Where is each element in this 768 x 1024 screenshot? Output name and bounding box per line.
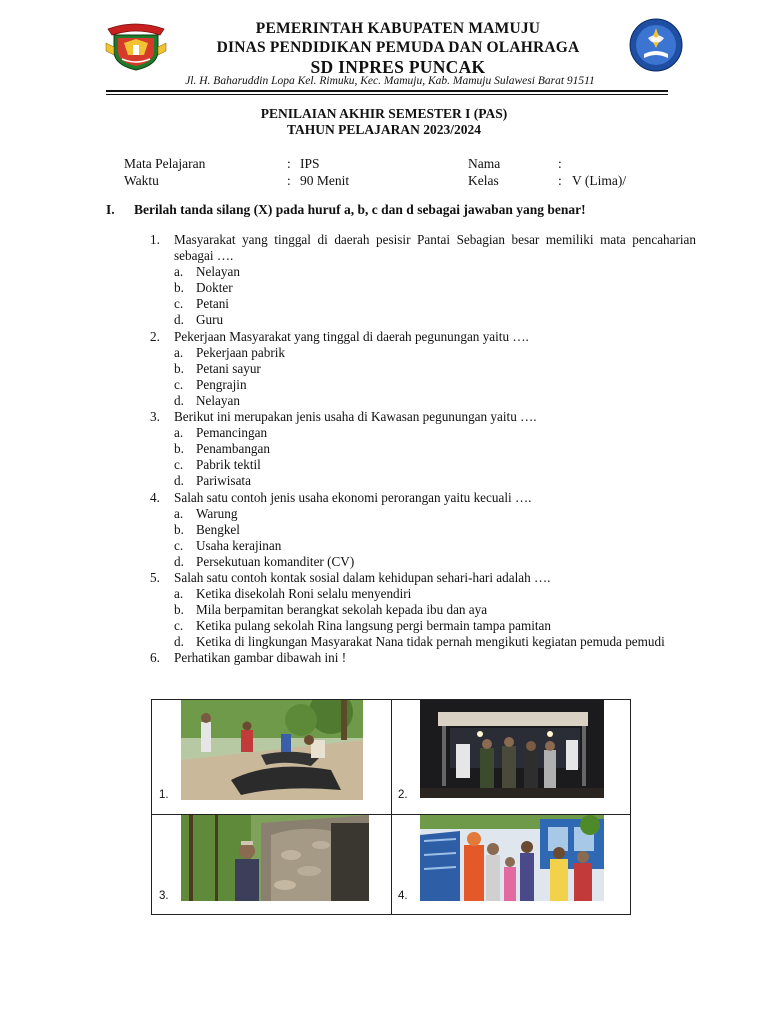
option-b[interactable] bbox=[174, 522, 696, 538]
option-d[interactable] bbox=[174, 634, 696, 650]
option-letter: c. bbox=[174, 296, 184, 312]
option-text: Usaha kerajinan bbox=[196, 537, 282, 553]
option-text: Guru bbox=[196, 312, 224, 328]
option-letter: c. bbox=[174, 618, 184, 634]
subject-label: Mata Pelajaran bbox=[124, 156, 206, 171]
exam-year: TAHUN PELAJARAN 2023/2024 bbox=[286, 122, 481, 137]
option-text: Penambangan bbox=[196, 441, 270, 457]
photo-3-stone-worker bbox=[181, 815, 369, 901]
question-number: 6. bbox=[150, 650, 160, 666]
option-text: Pekerjaan pabrik bbox=[196, 344, 285, 360]
info-row-1 bbox=[0, 155, 768, 172]
option-letter: b. bbox=[174, 521, 184, 537]
question-text: Salah satu contoh jenis usaha ekonomi perorangan yaitu kecuali …. bbox=[174, 489, 532, 505]
option-a[interactable] bbox=[174, 425, 696, 441]
option-a[interactable] bbox=[174, 345, 696, 361]
option-c[interactable] bbox=[174, 377, 696, 393]
photo-4-label: 4. bbox=[398, 890, 408, 902]
option-letter: d. bbox=[174, 392, 184, 408]
subject-colon: : bbox=[287, 156, 291, 171]
option-letter: b. bbox=[174, 280, 184, 296]
option-text: Bengkel bbox=[196, 521, 240, 537]
option-letter: a. bbox=[174, 344, 184, 360]
option-letter: c. bbox=[174, 537, 184, 553]
photo-4-family-visit bbox=[420, 815, 604, 901]
option-b[interactable] bbox=[174, 602, 696, 618]
option-c[interactable] bbox=[174, 296, 696, 312]
option-text: Warung bbox=[196, 505, 238, 521]
question-text: Salah satu contoh kontak sosial dalam kehidupan sehari-hari adalah …. bbox=[174, 569, 551, 585]
question-number: 4. bbox=[150, 489, 160, 505]
option-text: Nelayan bbox=[196, 264, 240, 280]
question-6 bbox=[150, 650, 696, 666]
question-text: Masyarakat yang tinggal di daerah pesisir Pantai Sebagian besar memiliki mata pencaharian sebagai …. bbox=[174, 232, 696, 264]
option-letter: c. bbox=[174, 376, 184, 392]
department-name: DINAS PENDIDIKAN PEMUDA DAN OLAHRAGA bbox=[216, 39, 580, 56]
option-text: Ketika di lingkungan Masyarakat Nana tidak pernah mengikuti kegiatan pemuda pemudi bbox=[196, 634, 665, 650]
instruction-text: Berilah tanda silang (X) pada huruf a, b, c dan d sebagai jawaban yang benar! bbox=[134, 202, 586, 217]
question-4 bbox=[150, 490, 696, 570]
info-row-2 bbox=[0, 172, 768, 189]
option-letter: a. bbox=[174, 505, 184, 521]
option-letter: d. bbox=[174, 634, 184, 650]
option-letter: d. bbox=[174, 553, 184, 569]
option-d[interactable] bbox=[174, 393, 696, 409]
option-a[interactable] bbox=[174, 264, 696, 280]
time-label: Waktu bbox=[124, 173, 159, 188]
question-list bbox=[150, 232, 696, 667]
option-b[interactable] bbox=[174, 361, 696, 377]
option-text: Petani bbox=[196, 296, 229, 312]
name-colon: : bbox=[558, 156, 562, 171]
option-text: Nelayan bbox=[196, 392, 240, 408]
photo-2-label: 2. bbox=[398, 789, 408, 801]
option-a[interactable] bbox=[174, 586, 696, 602]
class-value: V (Lima)/ bbox=[572, 173, 627, 188]
grid-divider-vertical bbox=[391, 700, 392, 914]
tut-wuri-handayani-logo-icon bbox=[626, 18, 686, 72]
option-letter: d. bbox=[174, 312, 184, 328]
name-label: Nama bbox=[468, 156, 501, 171]
option-text: Ketika disekolah Roni selalu menyendiri bbox=[196, 586, 412, 602]
question-1 bbox=[150, 232, 696, 329]
option-text: Dokter bbox=[196, 280, 233, 296]
option-c[interactable] bbox=[174, 457, 696, 473]
letterhead-rule-thick bbox=[106, 90, 668, 92]
option-text: Pemancingan bbox=[196, 425, 268, 441]
option-text: Pengrajin bbox=[196, 376, 247, 392]
option-d[interactable] bbox=[174, 473, 696, 489]
exam-title-block bbox=[0, 106, 768, 138]
section-number: I. bbox=[106, 202, 115, 217]
question-text: Berikut ini merupakan jenis usaha di Kawasan pegunungan yaitu …. bbox=[174, 409, 537, 425]
letterhead-titles bbox=[170, 20, 626, 77]
option-b[interactable] bbox=[174, 441, 696, 457]
question-text: Pekerjaan Masyarakat yang tinggal di daerah pegunungan yaitu …. bbox=[174, 328, 529, 344]
class-colon: : bbox=[558, 173, 562, 188]
photo-1-farmers bbox=[181, 700, 363, 800]
option-letter: c. bbox=[174, 457, 184, 473]
class-label: Kelas bbox=[468, 173, 499, 188]
photo-2-night-stall bbox=[420, 700, 604, 798]
option-d[interactable] bbox=[174, 554, 696, 570]
question-5 bbox=[150, 570, 696, 650]
question-number: 5. bbox=[150, 569, 160, 585]
option-text: Pabrik tektil bbox=[196, 457, 261, 473]
option-letter: a. bbox=[174, 264, 184, 280]
option-text: Ketika pulang sekolah Rina langsung pergi bermain tampa pamitan bbox=[196, 618, 551, 634]
question-3 bbox=[150, 409, 696, 489]
option-d[interactable] bbox=[174, 312, 696, 328]
time-colon: : bbox=[287, 173, 291, 188]
question-number: 3. bbox=[150, 409, 160, 425]
mamuju-regency-logo-icon bbox=[104, 21, 168, 71]
school-name: SD INPRES PUNCAK bbox=[310, 57, 486, 77]
time-value: 90 Menit bbox=[300, 173, 350, 188]
option-letter: a. bbox=[174, 425, 184, 441]
picture-grid bbox=[151, 699, 631, 915]
option-c[interactable] bbox=[174, 538, 696, 554]
option-b[interactable] bbox=[174, 280, 696, 296]
option-letter: b. bbox=[174, 602, 184, 618]
exam-info bbox=[0, 155, 768, 189]
option-letter: b. bbox=[174, 360, 184, 376]
option-text: Persekutuan komanditer (CV) bbox=[196, 553, 355, 569]
photo-3-label: 3. bbox=[159, 890, 169, 902]
option-letter: b. bbox=[174, 441, 184, 457]
question-number: 2. bbox=[150, 328, 160, 344]
question-2 bbox=[150, 329, 696, 409]
option-c[interactable] bbox=[174, 618, 696, 634]
option-a[interactable] bbox=[174, 506, 696, 522]
government-name: PEMERINTAH KABUPATEN MAMUJU bbox=[255, 20, 541, 37]
question-number: 1. bbox=[150, 232, 160, 247]
letterhead bbox=[0, 16, 768, 92]
option-text: Petani sayur bbox=[196, 360, 261, 376]
photo-1-label: 1. bbox=[159, 789, 169, 801]
subject-value: IPS bbox=[300, 156, 320, 171]
option-letter: d. bbox=[174, 473, 184, 489]
question-text: Perhatikan gambar dibawah ini ! bbox=[174, 650, 347, 666]
exam-title: PENILAIAN AKHIR SEMESTER I (PAS) bbox=[260, 106, 508, 121]
option-letter: a. bbox=[174, 586, 184, 602]
letterhead-rule-thin bbox=[106, 94, 668, 95]
option-text: Mila berpamitan berangkat sekolah kepada ibu dan aya bbox=[196, 602, 488, 618]
school-address: Jl. H. Baharuddin Lopa Kel. Rimuku, Kec. Mamuju, Kab. Mamuju Sulawesi Barat 91511 bbox=[185, 75, 595, 87]
option-text: Pariwisata bbox=[196, 473, 251, 489]
